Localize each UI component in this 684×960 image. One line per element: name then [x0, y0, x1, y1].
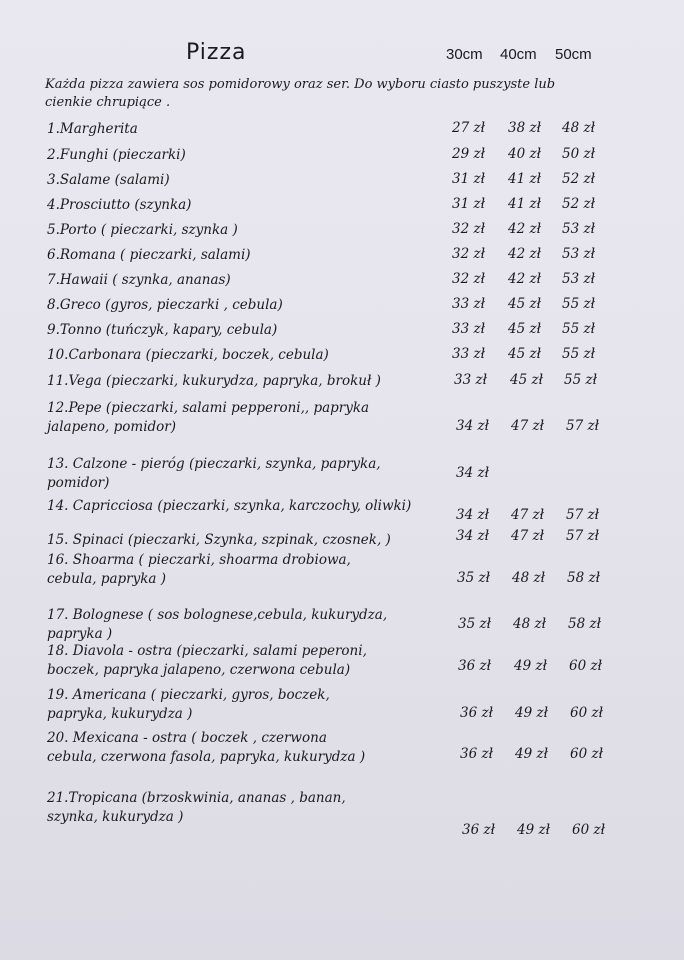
- menu-item-name: 3.Salame (salami): [47, 172, 170, 188]
- menu-item-price: 42 zł: [508, 246, 541, 262]
- menu-item-price: 52 zł: [562, 196, 595, 212]
- size-header-40: 40cm: [500, 46, 537, 63]
- menu-item-name: 6.Romana ( pieczarki, salami): [47, 247, 251, 263]
- menu-item-price: 49 zł: [514, 658, 547, 674]
- menu-item-price: 48 zł: [513, 616, 546, 632]
- menu-item-price: 48 zł: [512, 570, 545, 586]
- menu-item-price: 45 zł: [508, 346, 541, 362]
- size-header-50: 50cm: [555, 46, 592, 63]
- menu-item-name: 9.Tonno (tuńczyk, kapary, cebula): [47, 322, 278, 338]
- menu-item-price: 47 zł: [511, 507, 544, 523]
- menu-item-name: 20. Mexicana - ostra ( boczek , czerwona cebula, czerwona fasola, papryka, kukurydza ): [47, 730, 366, 765]
- menu-item-price: 45 zł: [508, 321, 541, 337]
- menu-item-price: 53 zł: [562, 221, 595, 237]
- menu-item-price: 32 zł: [452, 271, 485, 287]
- menu-item-price: 55 zł: [562, 296, 595, 312]
- menu-item-price: 60 zł: [570, 746, 603, 762]
- menu-item-price: 45 zł: [508, 296, 541, 312]
- menu-item-name: 13. Calzone - pieróg (pieczarki, szynka, papryka, pomidor): [47, 456, 381, 491]
- menu-item-name: 1.Margherita: [47, 121, 138, 137]
- menu-item-price: 57 zł: [566, 507, 599, 523]
- intro-text: Każda pizza zawiera sos pomidorowy oraz ser. Do wyboru ciasto puszyste lub cienkie chrupiące .: [45, 77, 556, 110]
- menu-item-price: 58 zł: [567, 570, 600, 586]
- menu-item-name: 10.Carbonara (pieczarki, boczek, cebula): [47, 347, 329, 363]
- menu-item-name: 5.Porto ( pieczarki, szynka ): [47, 222, 238, 238]
- menu-item-price: 34 zł: [456, 418, 489, 434]
- menu-item-price: 49 zł: [517, 822, 550, 838]
- menu-item-name: 12.Pepe (pieczarki, salami pepperoni,, papryka jalapeno, pomidor): [47, 400, 370, 435]
- menu-item-price: 60 zł: [569, 658, 602, 674]
- menu-item-price: 35 zł: [458, 616, 491, 632]
- menu-item-price: 57 zł: [566, 528, 599, 544]
- menu-item-price: 47 zł: [511, 418, 544, 434]
- menu-item-price: 36 zł: [462, 822, 495, 838]
- menu-item-name: 17. Bolognese ( sos bolognese,cebula, kukurydza, papryka ): [47, 607, 388, 642]
- menu-item-name: 2.Funghi (pieczarki): [47, 147, 186, 163]
- menu-item-price: 36 zł: [460, 705, 493, 721]
- menu-item-price: 49 zł: [515, 705, 548, 721]
- menu-item-price: 55 zł: [562, 321, 595, 337]
- menu-item-price: 52 zł: [562, 171, 595, 187]
- menu-item-price: 55 zł: [562, 346, 595, 362]
- menu-item-price: 34 zł: [456, 528, 489, 544]
- menu-item-price: 41 zł: [508, 171, 541, 187]
- menu-item-price: 42 zł: [508, 221, 541, 237]
- menu-item-price: 60 zł: [572, 822, 605, 838]
- menu-item-price: 33 zł: [452, 296, 485, 312]
- menu-item-price: 34 zł: [456, 507, 489, 523]
- menu-item-price: 48 zł: [562, 120, 595, 136]
- menu-item-name: 19. Americana ( pieczarki, gyros, boczek, papryka, kukurydza ): [47, 687, 330, 722]
- menu-item-name: 11.Vega (pieczarki, kukurydza, papryka, brokuł ): [47, 373, 381, 389]
- page-title: Pizza: [186, 40, 247, 65]
- menu-item-price: 34 zł: [456, 465, 489, 481]
- menu-item-price: 32 zł: [452, 246, 485, 262]
- menu-item-price: 32 zł: [452, 221, 485, 237]
- menu-item-price: 31 zł: [452, 196, 485, 212]
- size-header-30: 30cm: [446, 46, 483, 63]
- menu-item-price: 31 zł: [452, 171, 485, 187]
- menu-item-price: 57 zł: [566, 418, 599, 434]
- menu-item-price: 58 zł: [568, 616, 601, 632]
- menu-item-price: 36 zł: [458, 658, 491, 674]
- menu-item-price: 49 zł: [515, 746, 548, 762]
- menu-item-name: 14. Capricciosa (pieczarki, szynka, karczochy, oliwki): [47, 498, 412, 514]
- menu-item-name: 4.Prosciutto (szynka): [47, 197, 192, 213]
- menu-item-price: 33 zł: [452, 346, 485, 362]
- menu-item-name: 18. Diavola - ostra (pieczarki, salami peperoni, boczek, papryka jalapeno, czerwona cebula): [47, 643, 367, 678]
- menu-item-price: 53 zł: [562, 271, 595, 287]
- menu-item-price: 60 zł: [570, 705, 603, 721]
- menu-item-price: 38 zł: [508, 120, 541, 136]
- menu-item-name: 16. Shoarma ( pieczarki, shoarma drobiowa, cebula, papryka ): [47, 552, 351, 587]
- menu-item-name: 15. Spinaci (pieczarki, Szynka, szpinak, czosnek, ): [47, 532, 391, 548]
- menu-item-price: 33 zł: [452, 321, 485, 337]
- menu-item-price: 33 zł: [454, 372, 487, 388]
- menu-item-price: 29 zł: [452, 146, 485, 162]
- menu-item-price: 27 zł: [452, 120, 485, 136]
- menu-item-price: 53 zł: [562, 246, 595, 262]
- menu-item-price: 47 zł: [511, 528, 544, 544]
- menu-item-price: 42 zł: [508, 271, 541, 287]
- menu-item-price: 35 zł: [457, 570, 490, 586]
- menu-item-price: 45 zł: [510, 372, 543, 388]
- menu-item-price: 36 zł: [460, 746, 493, 762]
- menu-item-price: 41 zł: [508, 196, 541, 212]
- menu-item-name: 8.Greco (gyros, pieczarki , cebula): [47, 297, 283, 313]
- menu-item-price: 55 zł: [564, 372, 597, 388]
- menu-item-name: 21.Tropicana (brzoskwinia, ananas , banan, szynka, kukurydza ): [47, 790, 346, 825]
- menu-item-price: 40 zł: [508, 146, 541, 162]
- menu-item-price: 50 zł: [562, 146, 595, 162]
- menu-item-name: 7.Hawaii ( szynka, ananas): [47, 272, 231, 288]
